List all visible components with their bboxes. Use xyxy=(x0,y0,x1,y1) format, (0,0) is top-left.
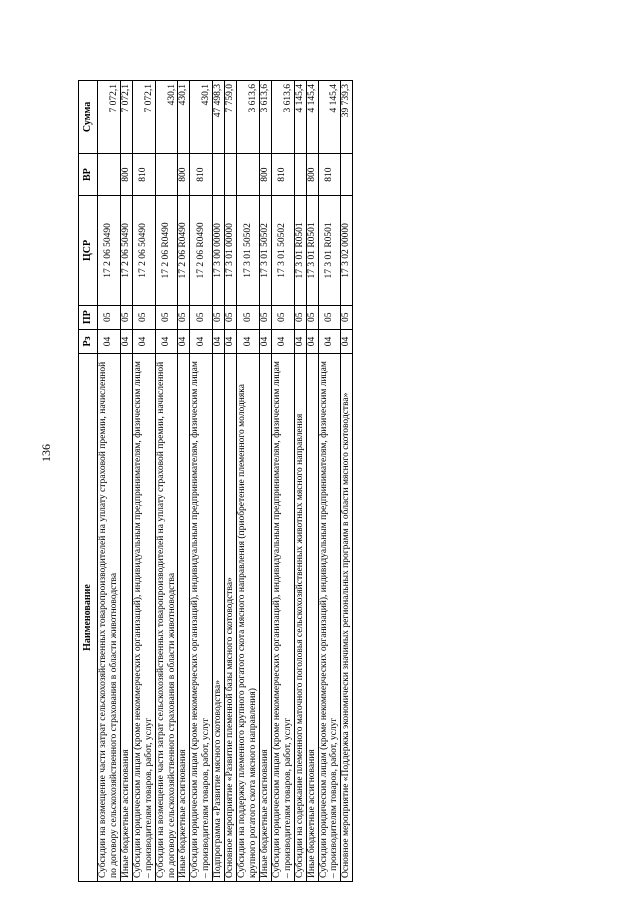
cell-name: Субсидии юридическим лицам (кроме некоммерческих организаций), индивидуальным предпринимателям, физическим лицам – производителям товаров, работ, услуг xyxy=(271,354,294,882)
table-row xyxy=(294,81,306,882)
cell-pr: 05 xyxy=(98,305,121,329)
page-number: 136 xyxy=(39,444,53,462)
cell-csr: 17 3 01 R0501 xyxy=(318,196,341,305)
table-row xyxy=(213,81,225,882)
cell-vr xyxy=(155,153,178,195)
cell-name: Иные бюджетные ассигнования xyxy=(178,354,190,882)
cell-sum: 39 739,3 xyxy=(341,81,353,154)
table-row xyxy=(178,81,190,882)
table-row xyxy=(190,81,213,882)
table-body xyxy=(98,81,353,882)
cell-rz: 04 xyxy=(155,329,178,353)
cell-pr: 05 xyxy=(178,305,190,329)
cell-csr: 17 2 06 50490 xyxy=(98,196,121,305)
cell-rz: 04 xyxy=(178,329,190,353)
cell-csr: 17 3 01 R0501 xyxy=(306,196,318,305)
cell-sum: 3 613,6 xyxy=(259,81,271,154)
table-row xyxy=(155,81,178,882)
cell-rz: 04 xyxy=(120,329,132,353)
cell-sum: 7 072,1 xyxy=(98,81,121,154)
cell-sum: 47 498,3 xyxy=(213,81,225,154)
cell-pr: 05 xyxy=(259,305,271,329)
cell-rz: 04 xyxy=(132,329,155,353)
cell-sum: 7 072,1 xyxy=(120,81,132,154)
cell-name: Основное мероприятие «Развитие племенной базы мясного скотоводства» xyxy=(225,354,237,882)
cell-name: Иные бюджетные ассигнования xyxy=(120,354,132,882)
cell-pr: 05 xyxy=(213,305,225,329)
cell-pr: 05 xyxy=(294,305,306,329)
table-row xyxy=(341,81,353,882)
cell-pr: 05 xyxy=(190,305,213,329)
cell-sum: 430,1 xyxy=(190,81,213,154)
cell-csr: 17 3 01 50502 xyxy=(271,196,294,305)
cell-sum: 7 072,1 xyxy=(132,81,155,154)
table-row xyxy=(120,81,132,882)
header-rz: Рз xyxy=(79,329,98,353)
cell-vr xyxy=(237,153,260,195)
cell-sum: 3 613,6 xyxy=(237,81,260,154)
cell-sum: 430,1 xyxy=(178,81,190,154)
cell-name: Иные бюджетные ассигнования xyxy=(306,354,318,882)
table-row xyxy=(225,81,237,882)
cell-pr: 05 xyxy=(120,305,132,329)
cell-vr xyxy=(213,153,225,195)
cell-name: Субсидии юридическим лицам (кроме некоммерческих организаций), индивидуальным предпринимателям, физическим лицам – производителям товаров, работ, услуг xyxy=(190,354,213,882)
header-name: Наименование xyxy=(79,354,98,882)
table-row xyxy=(306,81,318,882)
cell-vr: 810 xyxy=(132,153,155,195)
cell-rz: 04 xyxy=(341,329,353,353)
cell-vr xyxy=(294,153,306,195)
cell-rz: 04 xyxy=(271,329,294,353)
cell-name: Иные бюджетные ассигнования xyxy=(259,354,271,882)
cell-csr: 17 2 06 R0490 xyxy=(178,196,190,305)
table-row xyxy=(237,81,260,882)
cell-csr: 17 3 01 50502 xyxy=(237,196,260,305)
cell-name: Субсидии юридическим лицам (кроме некоммерческих организаций), индивидуальным предпринимателям, физическим лицам – производителям товаров, работ, услуг xyxy=(132,354,155,882)
cell-pr: 05 xyxy=(237,305,260,329)
cell-sum: 430,1 xyxy=(155,81,178,154)
cell-sum: 3 613,6 xyxy=(271,81,294,154)
cell-csr: 17 2 06 R0490 xyxy=(190,196,213,305)
cell-sum: 4 145,4 xyxy=(294,81,306,154)
cell-csr: 17 3 02 00000 xyxy=(341,196,353,305)
header-csr: ЦСР xyxy=(79,196,98,305)
cell-vr: 800 xyxy=(178,153,190,195)
rotated-page-content xyxy=(78,80,546,882)
cell-pr: 05 xyxy=(155,305,178,329)
cell-sum: 7 759,0 xyxy=(225,81,237,154)
cell-pr: 05 xyxy=(225,305,237,329)
table-row xyxy=(318,81,341,882)
table-row xyxy=(132,81,155,882)
cell-rz: 04 xyxy=(259,329,271,353)
cell-vr: 800 xyxy=(306,153,318,195)
cell-pr: 05 xyxy=(132,305,155,329)
table-row xyxy=(259,81,271,882)
cell-vr: 810 xyxy=(271,153,294,195)
header-vr: ВР xyxy=(79,153,98,195)
cell-rz: 04 xyxy=(318,329,341,353)
cell-csr: 17 2 06 50490 xyxy=(120,196,132,305)
cell-name: Подпрограмма «Развитие мясного скотоводства» xyxy=(213,354,225,882)
cell-csr: 17 3 01 00000 xyxy=(225,196,237,305)
table-row xyxy=(271,81,294,882)
cell-name: Субсидии на содержание племенного маточного поголовья сельскохозяйственных животных мясного направления xyxy=(294,354,306,882)
cell-rz: 04 xyxy=(306,329,318,353)
budget-table xyxy=(78,80,353,882)
cell-vr xyxy=(225,153,237,195)
cell-sum: 4 145,4 xyxy=(318,81,341,154)
cell-vr: 800 xyxy=(120,153,132,195)
cell-rz: 04 xyxy=(190,329,213,353)
cell-vr: 810 xyxy=(318,153,341,195)
cell-pr: 05 xyxy=(341,305,353,329)
cell-vr: 800 xyxy=(259,153,271,195)
cell-csr: 17 3 01 50502 xyxy=(259,196,271,305)
table-row xyxy=(98,81,121,882)
header-sum: Сумма xyxy=(79,81,98,154)
cell-name: Основное мероприятие «Поддержка экономически значимых региональных программ в области мясного скотоводства» xyxy=(341,354,353,882)
cell-pr: 05 xyxy=(271,305,294,329)
cell-rz: 04 xyxy=(237,329,260,353)
cell-rz: 04 xyxy=(294,329,306,353)
cell-rz: 04 xyxy=(98,329,121,353)
cell-vr: 810 xyxy=(190,153,213,195)
cell-name: Субсидии на возмещение части затрат сельскохозяйственных товаропроизводителей на уплату страховой премии, начисленной по договору сельскохозяйственного страхования в области животноводства xyxy=(155,354,178,882)
table-header-row xyxy=(79,81,98,882)
cell-vr xyxy=(98,153,121,195)
cell-name: Субсидии на поддержку племенного крупного рогатого скота мясного направления (приобретение племенного молодняка крупного рогатого скота мясного направления) xyxy=(237,354,260,882)
cell-csr: 17 2 06 R0490 xyxy=(155,196,178,305)
cell-csr: 17 3 00 00000 xyxy=(213,196,225,305)
cell-name: Субсидии юридическим лицам (кроме некоммерческих организаций), индивидуальным предпринимателям, физическим лицам – производителям товаров, работ, услуг xyxy=(318,354,341,882)
cell-csr: 17 3 01 R0501 xyxy=(294,196,306,305)
cell-pr: 05 xyxy=(306,305,318,329)
cell-rz: 04 xyxy=(225,329,237,353)
header-pr: ПР xyxy=(79,305,98,329)
cell-csr: 17 2 06 50490 xyxy=(132,196,155,305)
cell-rz: 04 xyxy=(213,329,225,353)
cell-pr: 05 xyxy=(318,305,341,329)
cell-vr xyxy=(341,153,353,195)
cell-sum: 4 145,4 xyxy=(306,81,318,154)
cell-name: Субсидии на возмещение части затрат сельскохозяйственных товаропроизводителей на уплату страховой премии, начисленной по договору сельскохозяйственного страхования в области животноводства xyxy=(98,354,121,882)
